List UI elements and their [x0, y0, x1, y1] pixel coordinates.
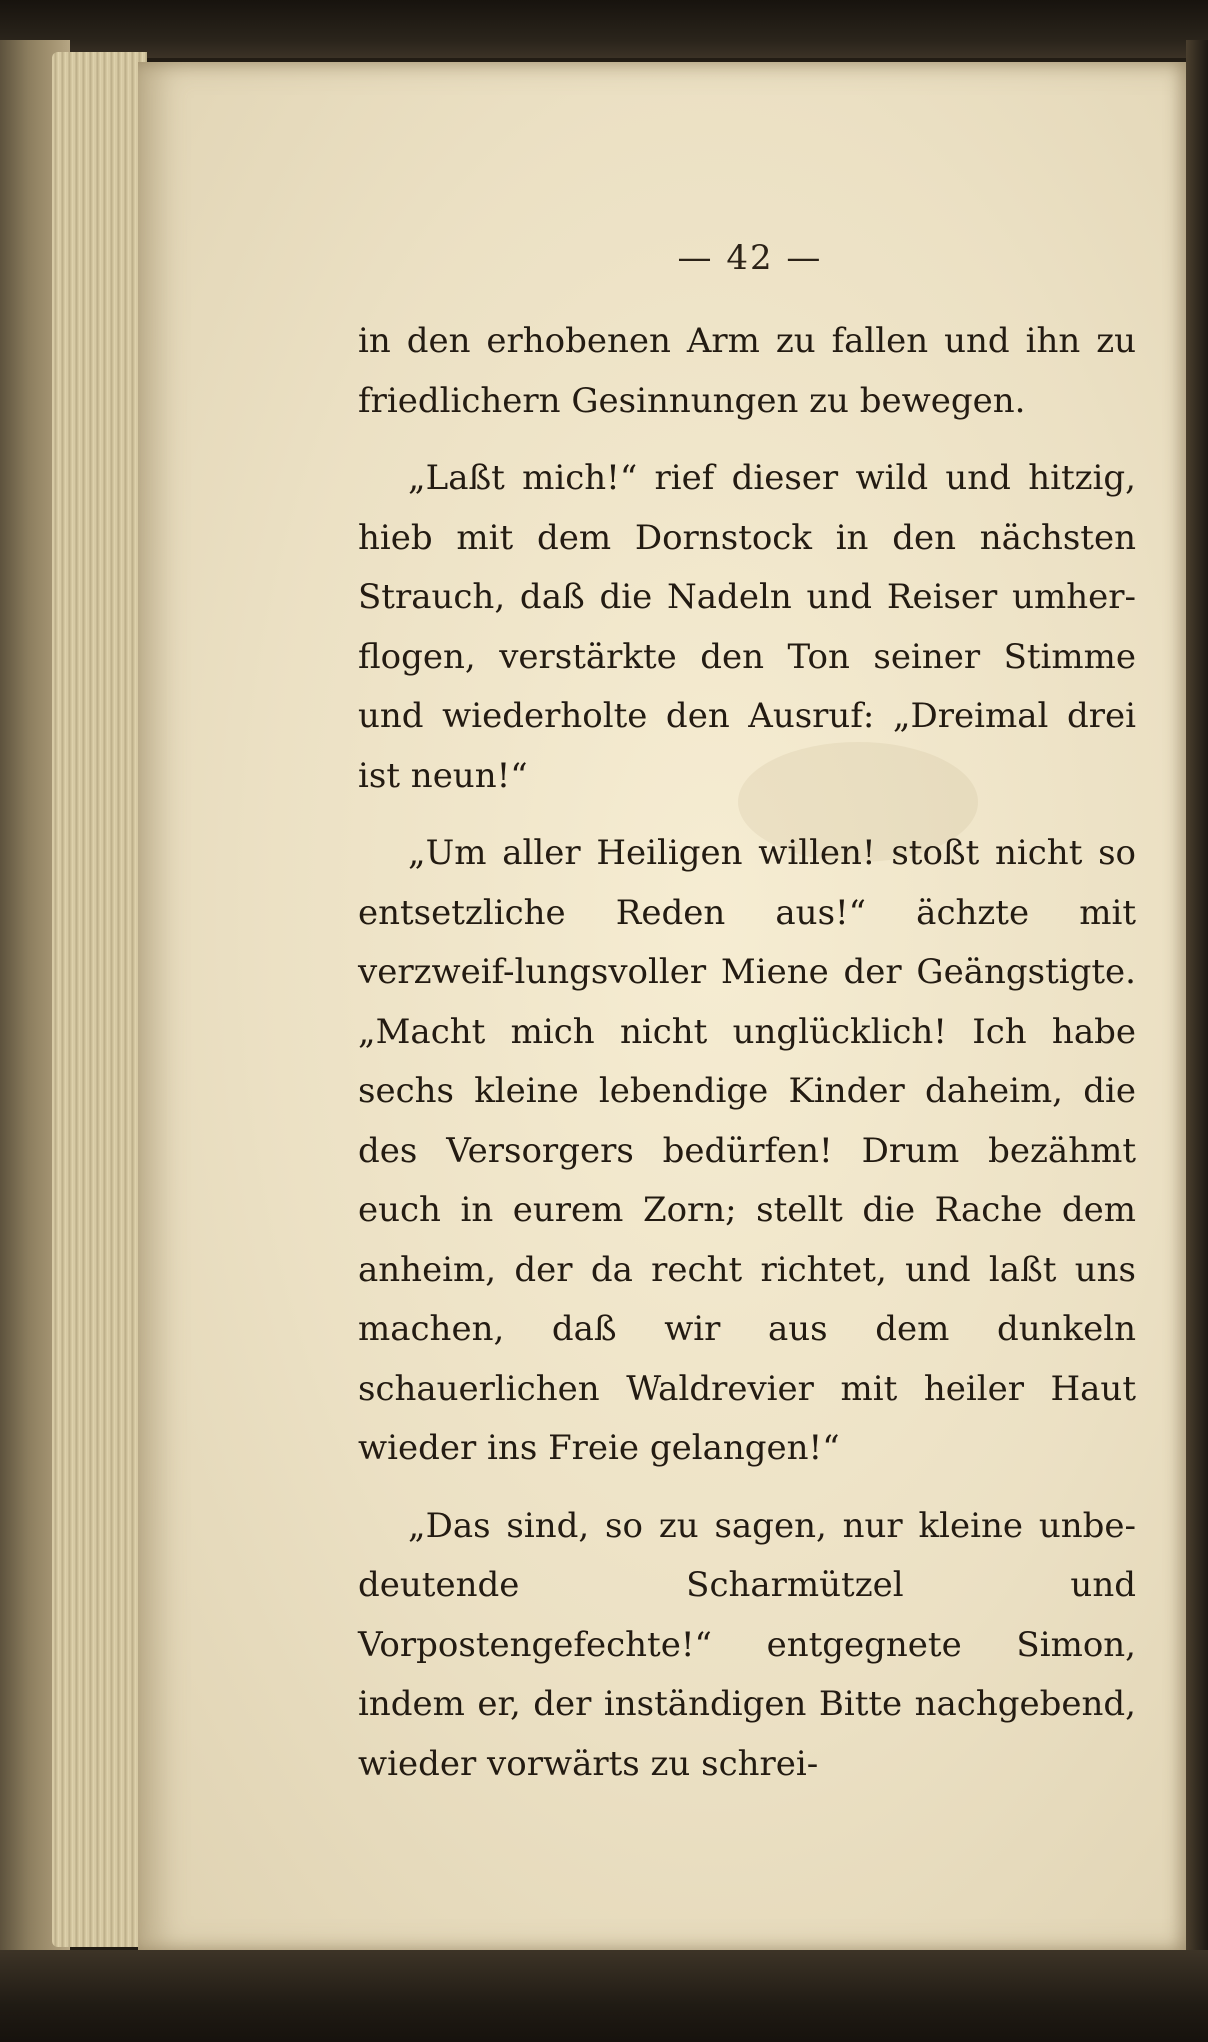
paragraph-4: „Das sind, so zu sagen, nur kleine unbe-deutende Scharmützel und Vorpostengefechte!“ entgegnete Simon, indem er, der inständigen Bitte nachgebend, wieder vorwärts zu schrei- — [358, 1505, 1136, 1784]
page-number-header: — 42 — — [677, 238, 823, 278]
paragraph-2: „Laßt mich!“ rief dieser wild und hitzig, hieb mit dem Dornstock in den nächsten Strauch, daß die Nadeln und Reiser umher-flogen, verstärkte den Ton seiner Stimme und wiederholte den Ausruf: „Dreimal drei ist neun!“ — [358, 458, 1136, 796]
page-block-edges — [52, 52, 147, 1947]
paragraph-1: in den erhobenen Arm zu fallen und ihn zu friedlichern Gesinnungen zu bewegen. — [358, 321, 1136, 421]
book-cover-right-edge — [1186, 40, 1208, 2000]
book-cover-bottom-edge — [0, 1950, 1208, 2042]
book-cover-top-edge — [0, 0, 1208, 58]
paragraph-3: „Um aller Heiligen willen! stoßt nicht so entsetzliche Reden aus!“ ächzte mit verzweif-lungsvoller Miene der Geängstigte. „Macht mich nicht unglücklich! Ich habe sechs kleine lebendige Kinder daheim, die des Versorgers bedürfen! Drum bezähmt euch in eurem Zorn; stellt die Rache dem anheim, der da recht richtet, und laßt uns machen, daß wir aus dem dunkeln schauerlichen Waldrevier mit heiler Haut wieder ins Freie gelangen!“ — [358, 833, 1136, 1468]
page-body-text — [358, 312, 1136, 1794]
